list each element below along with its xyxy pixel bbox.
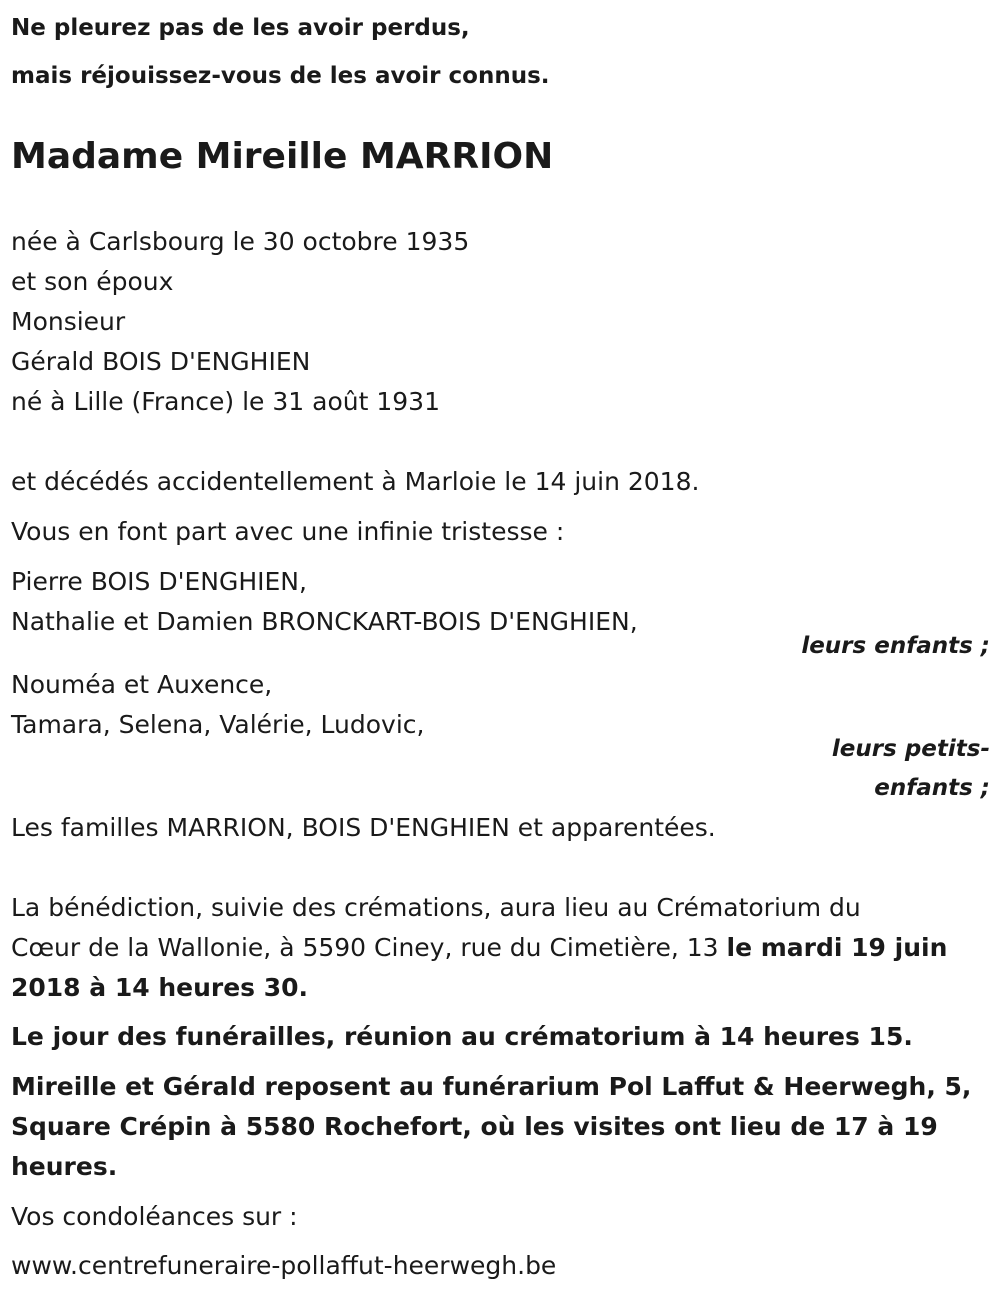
grandchildren-line-2: Tamara, Selena, Valérie, Ludovic, [11,710,425,739]
grandchildren-line-1: Nouméa et Auxence, [11,670,273,699]
grandchildren-role-line-1: leurs petits- [831,736,990,762]
meeting-line: Le jour des funérailles, réunion au crématorium à 14 heures 15. [11,1022,913,1051]
children-line-2: Nathalie et Damien BRONCKART-BOIS D'ENGHIEN, [11,607,638,636]
visitation-line-2: Square Crépin à 5580 Rochefort, où les visites ont lieu de 17 à 19 [11,1112,938,1141]
deceased-title: Madame Mireille MARRION [11,136,554,177]
website-link[interactable]: www.centrefuneraire-pollaffut-heerwegh.be [11,1251,557,1280]
grandchildren-role-line-2: enfants ; [874,775,990,801]
birth-line-5: né à Lille (France) le 31 août 1931 [11,387,440,416]
birth-line-4: Gérald BOIS D'ENGHIEN [11,347,311,376]
visitation-line-1: Mireille et Gérald reposent au funérarium Pol Laffut & Heerwegh, 5, [11,1072,972,1101]
children-line-1: Pierre BOIS D'ENGHIEN, [11,567,307,596]
birth-line-1: née à Carlsbourg le 30 octobre 1935 [11,227,470,256]
children-role: leurs enfants ; [801,633,990,659]
condolences-label: Vos condoléances sur : [11,1202,298,1231]
ceremony-date: le mardi 19 juin [726,933,948,962]
birth-line-2: et son époux [11,267,174,296]
visitation-line-3: heures. [11,1152,118,1181]
ceremony-time: 2018 à 14 heures 30. [11,973,309,1002]
epigraph-line-1: Ne pleurez pas de les avoir perdus, [11,15,470,41]
announcement-intro: Vous en font part avec une infinie tristesse : [11,517,565,546]
death-line: et décédés accidentellement à Marloie le 14 juin 2018. [11,467,700,496]
ceremony-line-1: La bénédiction, suivie des crémations, aura lieu au Crématorium du [11,893,861,922]
ceremony-location: Cœur de la Wallonie, à 5590 Ciney, rue du Cimetière, 13 [11,933,727,962]
ceremony-line-2 [11,928,947,968]
birth-line-3: Monsieur [11,307,126,336]
epigraph-line-2: mais réjouissez-vous de les avoir connus. [11,63,550,89]
families-line: Les familles MARRION, BOIS D'ENGHIEN et apparentées. [11,813,716,842]
